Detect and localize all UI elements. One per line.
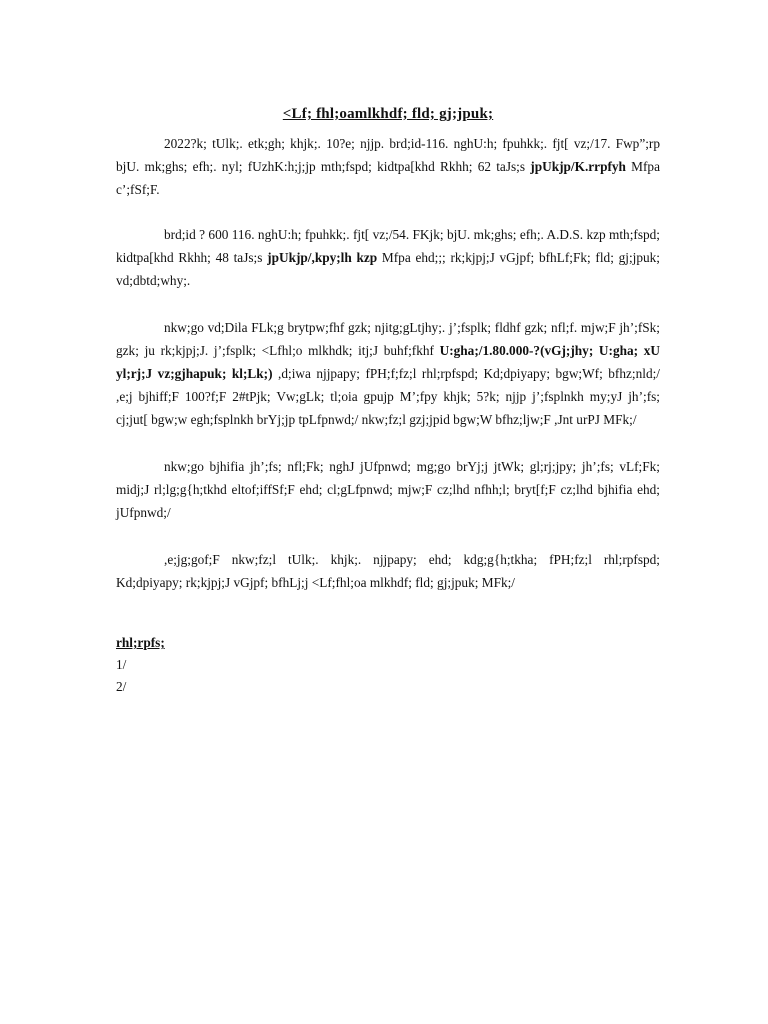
borrower-name: jpUkjp/,kpy;lh kzp [267, 250, 378, 265]
paragraph-text: Mfpa c’;fSf;F. [116, 159, 660, 197]
witness-item-1: 1/ [116, 657, 127, 672]
document-page [116, 96, 660, 698]
paragraph-repayment: nkw;go bjhifia jh’;fs; nfl;Fk; nghJ jUfpnwd; mg;go brYj;j jtWk; gl;rj;jpy; jh’;fs; vLf;Fk; midj;J rl;lg;g{h;tkhd eltof;iffSf;F ehd; cl;gLfpnwd; mjw;F cz;lhd nfhh;l; bryt[f;F cz;lhd bjhifia ehd; jUfpnwd;/ [116, 459, 660, 520]
paragraph-loan-terms [116, 316, 660, 431]
paragraph-text: 2022?k; tUlk;. etk;gh; khjk;. 10?e; njjp. brd;id-116. nghU:h; fpuhkk;. fjt[ vz;/17. Fwp”;rp bjU. mk;ghs; efh;. nyl; fUzhK:h;j;jp mth;fspd; kidtpa[khd Rkhh; 62 taJs;s [116, 136, 660, 174]
witness-item-2: 2/ [116, 679, 127, 694]
paragraph-borrower-intro [116, 223, 660, 292]
paragraph-text: brd;id ? 600 116. nghU:h; fpuhkk;. fjt[ vz;/54. FKjk; bjU. mk;ghs; efh;. A.D.S. kzp mth;fspd; kidtpa[khd Rkhh; 48 taJs;s [116, 227, 660, 265]
paragraph-text: ,d;iwa njjpapy; fPH;f;fz;l rhl;rpfspd; Kd;dpiyapy; bgw;Wf; bfhz;nld;/ ,e;j bjhiff;F 100?f;F 2#tPjk; Vw;gLk; tl;oia gpujp M’;fpy khjk; 5?k; njjp j’;fsplnkh my;yJ jh’;fs; cj;jut[ bgw;w egh;fsplnkh brYj;jp tpLfpnwd;/ nkw;fz;l gzj;jpid bgw;W bfhz;ljw;F ,Jnt urPJ MFk;/ [116, 366, 660, 427]
loan-amount: U:gha;/1.80.000-?(vGj;jhy; U:gha; xU yl;rj;J vz;gjhapuk; kl;Lk;) [116, 343, 660, 381]
lender-name: jpUkjp/K.rrpfyh [530, 159, 626, 174]
paragraph-text: Mfpa ehd;;; rk;kjpj;J vGjpf; bfhLf;Fk; fld; gj;jpuk; vd;dbtd;why;. [116, 250, 660, 288]
paragraph-lender-intro [116, 132, 660, 201]
witnesses-heading: rhl;rpfs; [116, 635, 165, 650]
document-title: <Lf; fhl;oamlkhdf; fld; gj;jpuk; [282, 106, 494, 122]
paragraph-text: nkw;go vd;Dila FLk;g brytpw;fhf gzk; njitg;gLtjhy;. j’;fsplk; fldhf gzk; nfl;f. mjw;F jh’;fSk; gzk; ju rk;kjpj;J. j’;fsplk; <Lfhl;o mlkhdk; itj;J buhf;fkhf [116, 320, 660, 358]
paragraph-declaration: ,e;jg;gof;F nkw;fz;l tUlk;. khjk;. njjpapy; ehd; kdg;g{h;tkha; fPH;fz;l rhl;rpfspd; Kd;dpiyapy; rk;kjpj;J vGjpf; bfhLj;j <Lf;fhl;oa mlkhdf; fld; gj;jpuk; MFk;/ [116, 552, 660, 590]
